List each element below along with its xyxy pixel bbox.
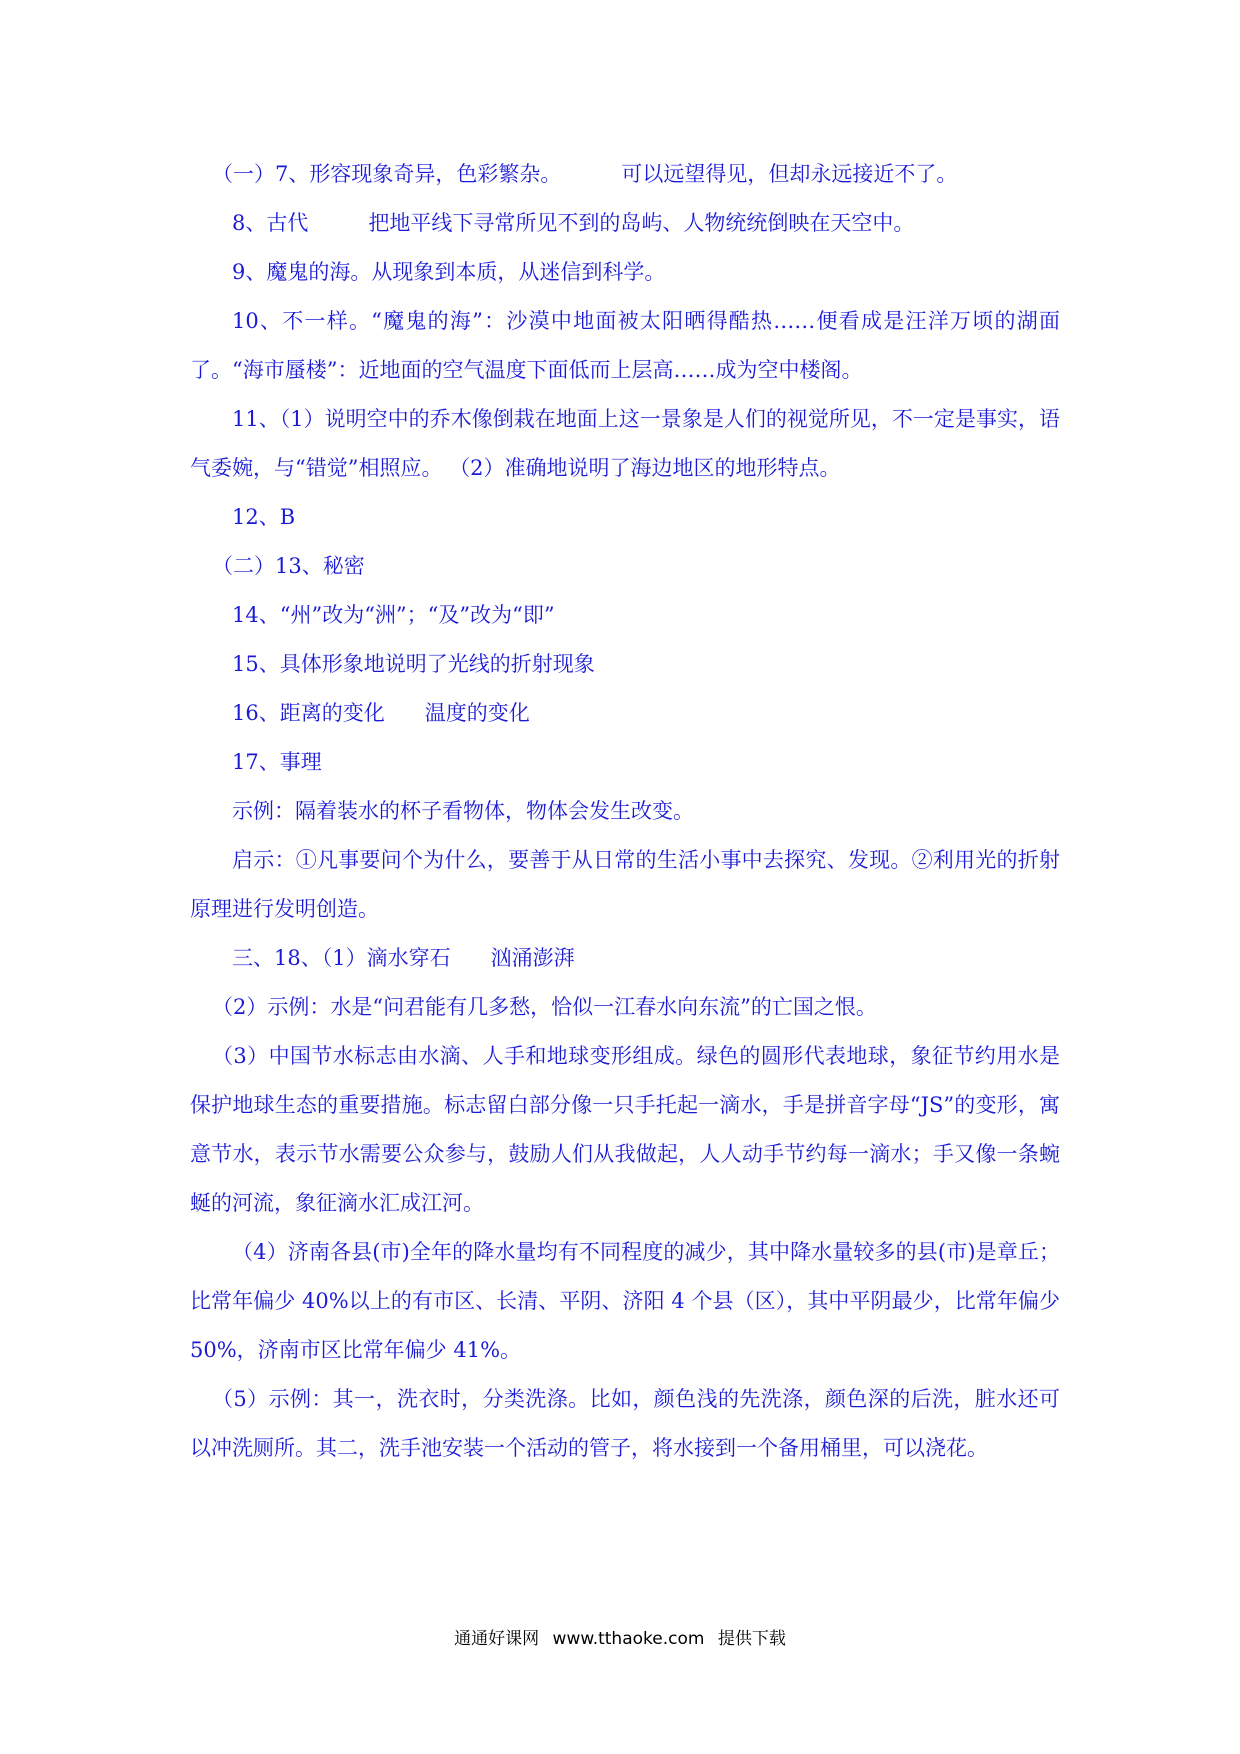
answer-line-15: 15、具体形象地说明了光线的折射现象: [232, 652, 595, 676]
answer-line-18-2: （2）示例：水是“问君能有几多愁，恰似一江春水向东流”的亡国之恨。: [212, 995, 877, 1019]
answer-paragraph-10: 10、不一样。“魔鬼的海”：沙漠中地面被太阳晒得酷热……便看成是汪洋万顷的湖面了。“海市蜃楼”：近地面的空气温度下面低而上层高……成为空中楼阁。: [190, 309, 1060, 382]
answer-7-part-b: 可以远望得见，但却永远接近不了。: [621, 162, 958, 186]
answer-content: [190, 150, 1060, 1473]
answer-line-17: 17、事理: [232, 750, 322, 774]
answer-line-16: [190, 689, 1060, 738]
answer-paragraph-17-insight: 启示：①凡事要问个为什么，要善于从日常的生活小事中去探究、发现。②利用光的折射原理进行发明创造。: [190, 848, 1060, 921]
answer-16-part-a: 16、距离的变化: [232, 701, 385, 725]
answer-line-14: 14、“州”改为“洲”；“及”改为“即”: [232, 603, 555, 627]
answer-line-9: 9、魔鬼的海。从现象到本质，从迷信到科学。: [232, 260, 666, 284]
answer-7-part-a: （一）7、形容现象奇异，色彩繁杂。: [212, 162, 562, 186]
answer-line-8: [190, 199, 1060, 248]
answer-8-part-a: 8、古代: [232, 211, 309, 235]
answer-18-1-part-a: 三、18、（1）滴水穿石: [232, 946, 451, 970]
answer-paragraph-11: 11、（1）说明空中的乔木像倒栽在地面上这一景象是人们的视觉所见，不一定是事实，语气委婉，与“错觉”相照应。 （2）准确地说明了海边地区的地形特点。: [190, 407, 1060, 480]
answer-line-17-example: 示例：隔着装水的杯子看物体，物体会发生改变。: [232, 799, 694, 823]
answer-paragraph-18-4: （4）济南各县(市)全年的降水量均有不同程度的减少，其中降水量较多的县(市)是章丘；比常年偏少 40%以上的有市区、长清、平阴、济阳 4 个县（区），其中平阴最少，比常年偏少 50%，济南市区比常年偏少 41%。: [190, 1240, 1060, 1362]
footer-suffix: 提供下载: [717, 1629, 786, 1649]
answer-line-12: 12、B: [232, 505, 296, 529]
answer-paragraph-18-3: （3）中国节水标志由水滴、人手和地球变形组成。绿色的圆形代表地球，象征节约用水是保护地球生态的重要措施。标志留白部分像一只手托起一滴水，手是拼音字母“JS”的变形，寓意节水，表示节水需要公众参与，鼓励人们从我做起，人人动手节约每一滴水；手又像一条蜿蜒的河流，象征滴水汇成江河。: [190, 1044, 1060, 1215]
page-footer: [0, 1624, 1240, 1649]
answer-16-part-b: 温度的变化: [424, 701, 530, 725]
answer-8-part-b: 把地平线下寻常所见不到的岛屿、人物统统倒映在天空中。: [368, 211, 915, 235]
answer-line-7: [190, 150, 1060, 199]
footer-url: www.tthaoke.com: [552, 1629, 705, 1649]
answer-18-1-part-b: 汹涌澎湃: [490, 946, 575, 970]
answer-line-18-1: [190, 934, 1060, 983]
answer-paragraph-18-5: （5）示例：其一，洗衣时，分类洗涤。比如，颜色浅的先洗涤，颜色深的后洗，脏水还可以冲洗厕所。其二，洗手池安装一个活动的管子，将水接到一个备用桶里，可以浇花。: [190, 1387, 1060, 1460]
footer-site-name: 通通好课网: [454, 1629, 540, 1649]
answer-line-13: （二）13、秘密: [212, 554, 365, 578]
